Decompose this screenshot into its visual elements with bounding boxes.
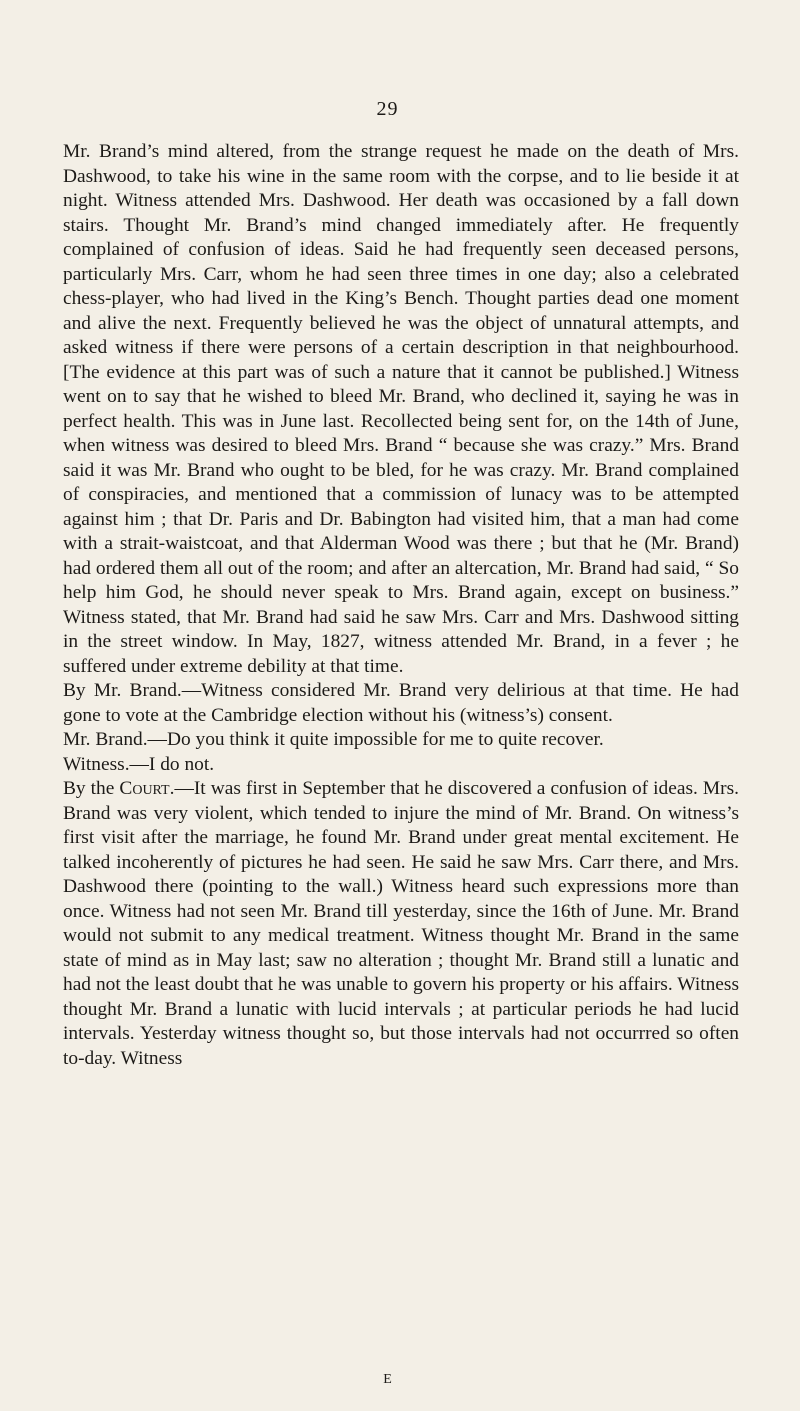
paragraph-mr-brand-question: Mr. Brand.—Do you think it quite impossible for me to quite recover. [63,729,604,750]
signature-mark: E [383,1372,392,1387]
court-label: Court [119,778,170,799]
text-body [63,140,739,1071]
page-number: 29 [376,98,399,120]
paragraph-by-the-court [63,777,739,1071]
court-text: .—It was first in September that he discovered a confusion of ideas. Mrs. Brand was very violent, which tended to injure the mind of Mr. Brand. On witness’s first visit after the marriage, he found Mr. Brand under great mental excitement. He talked incoherently of pictures he had seen. He said he saw Mrs. Carr there, and Mrs. Dashwood there (pointing to the wall.) Witness heard such expressions more than once. Witness had not seen Mr. Brand till yesterday, since the 16th of June. Mr. Brand would not submit to any medical treatment. Witness thought Mr. Brand in the same state of mind as in May last; saw no alteration ; thought Mr. Brand still a lunatic and had not the least doubt that he was unable to govern his property or his affairs. Witness thought Mr. Brand a lunatic with lucid intervals ; at particular periods he had lucid intervals. Yesterday witness thought so, but those intervals had not occurrred so often to-day. Witness [63,778,739,1069]
court-prefix: By the [63,778,120,799]
paragraph-by-mr-brand: By Mr. Brand.—Witness considered Mr. Brand very delirious at that time. He had gone to vote at the Cambridge election without his (witness’s) consent. [63,680,739,726]
paragraph-witness-answer: Witness.—I do not. [63,753,215,775]
paragraph-testimony: Mr. Brand’s mind altered, from the strange request he made on the death of Mrs. Dashwood, to take his wine in the same room with the corpse, and to lie beside it at night. Witness attended Mrs. Dashwood. Her death was occasioned by a fall down stairs. Thought Mr. Brand’s mind changed immediately after. He frequently complained of confusion of ideas. Said he had frequently seen deceased persons, particularly Mrs. Carr, whom he had seen three times in one day; also a celebrated chess-player, who had lived in the King’s Bench. Thought parties dead one moment and alive the next. Frequently believed he was the object of unnatural attempts, and asked witness if there were persons of a certain description in that neighbourhood. [The evidence at this part was of such a nature that it cannot be published.] Witness went on to say that he wished to bleed Mr. Brand, who declined it, saying he was in perfect health. This was in June last. Recollected being sent for, on the 14th of June, when witness was desired to bleed Mrs. Brand “ because she was crazy.” Mrs. Brand said it was Mr. Brand who ought to be bled, for he was crazy. Mr. Brand complained of conspiracies, and mentioned that a commission of lunacy was to be attempted against him ; that Dr. Paris and Dr. Babington had visited him, that a man had come with a strait-waistcoat, and that Alderman Wood was there ; but that he (Mr. Brand) had ordered them all out of the room; and after an altercation, Mr. Brand had said, “ So help him God, he should never speak to Mrs. Brand again, except on business.” Witness stated, that Mr. Brand had said he saw Mrs. Carr and Mrs. Dashwood sitting in the street window. In May, 1827, witness attended Mr. Brand, in a fever ; he suffered under extreme debility at that time. [63,141,739,677]
